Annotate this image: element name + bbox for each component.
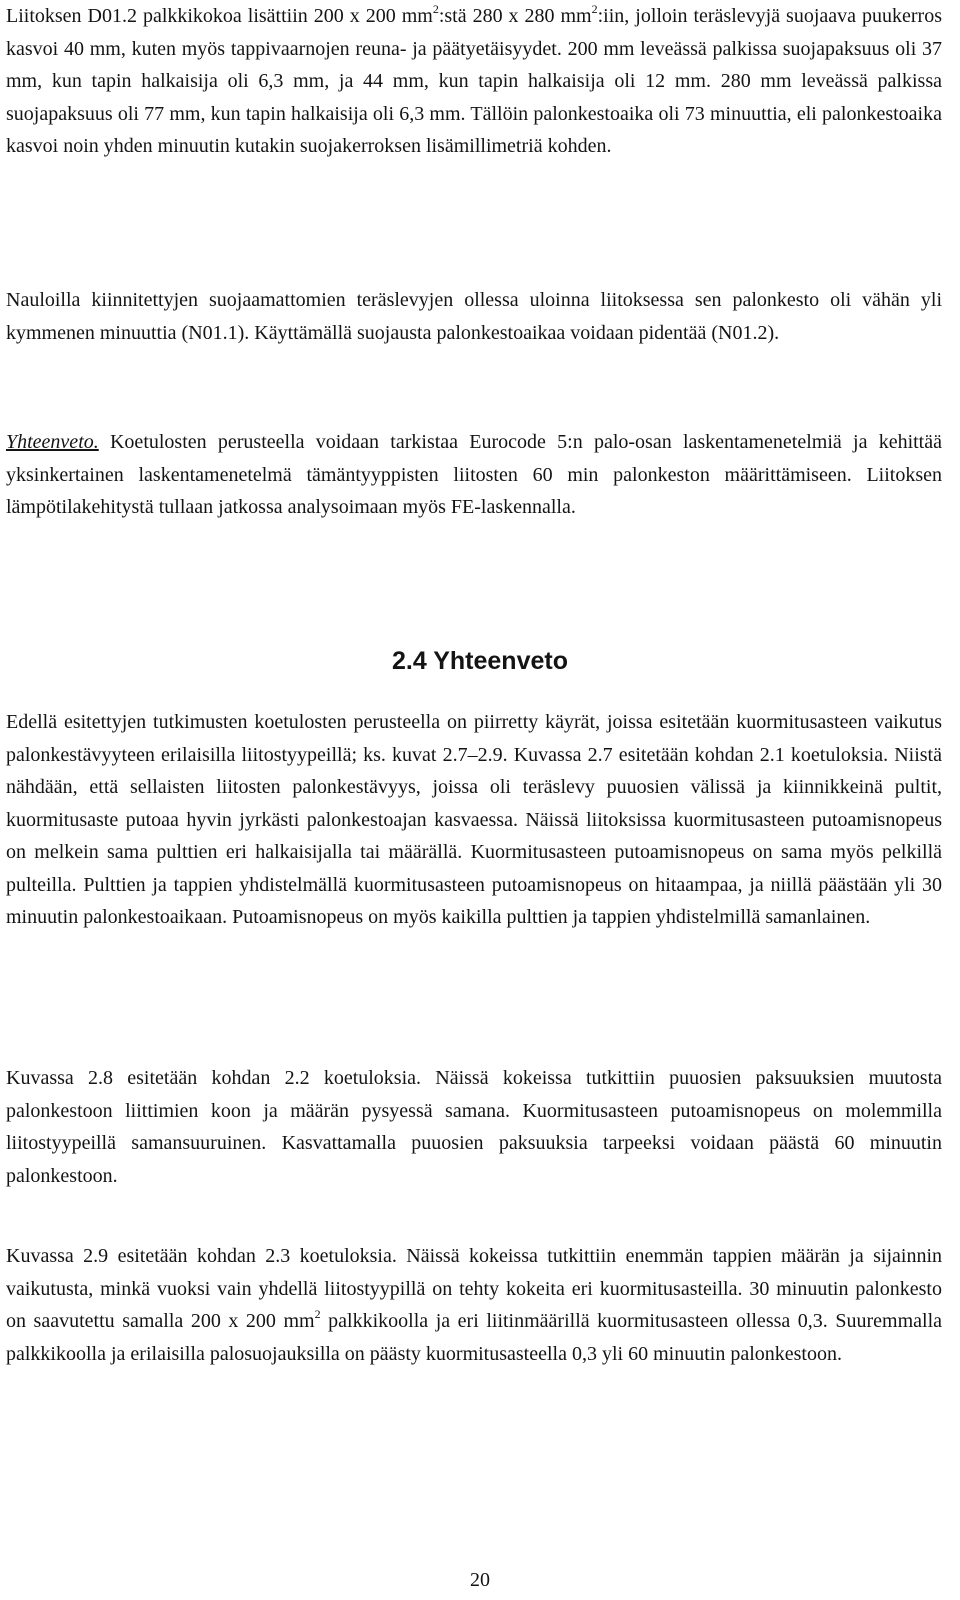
paragraph-summary-note xyxy=(6,426,942,524)
paragraph-figure-2-8: Kuvassa 2.8 esitetään kohdan 2.2 koetuloksia. Näissä kokeissa tutkittiin puuosien paksuuksien muutosta palonkestoon liittimien koon ja määrän pysyessä samana. Kuormitusasteen putoamisnopeus on molemmilla liitostyypeillä samansuuruinen. Kasvattamalla puuosien paksuuksia tarpeeksi voidaan päästä 60 minuutin palonkestoon. xyxy=(6,1067,942,1187)
superscript: 2 xyxy=(591,2,598,16)
paragraph-text: Koetulosten perusteella voidaan tarkistaa Eurocode 5:n palo-osan laskentamenetelmiä ja kehittää yksinkertainen laskentamenetelmä tämäntyyppisten liitosten 60 min palonkeston määrittämiseen. Liitoksen lämpötilakehitystä tullaan jatkossa analysoimaan myös FE-laskennalla. xyxy=(6,431,942,518)
superscript: 2 xyxy=(432,2,439,16)
superscript: 2 xyxy=(314,1307,321,1321)
paragraph-nailed-plates: Nauloilla kiinnitettyjen suojaamattomien teräslevyjen ollessa uloinna liitoksessa sen palonkesto oli vähän yli kymmenen minuuttia (N01.1). Käyttämällä suojausta palonkestoaikaa voidaan pidentää (N01.2). xyxy=(6,289,942,344)
paragraph-figure-2-9 xyxy=(6,1240,942,1370)
paragraph-figure-2-7: Edellä esitettyjen tutkimusten koetulosten perusteella on piirretty käyrät, joissa esitetään kuormitusasteen vaikutus palonkestävyyteen erilaisilla liitostyypeillä; ks. kuvat 2.7–2.9. Kuvassa 2.7 esitetään kohdan 2.1 koetuloksia. Niistä nähdään, että sellaisten liitosten palonkestävyys, joissa oli teräslevy puuosien välissä ja kiinnikkeinä pultit, kuormitusaste putoaa hyvin jyrkästi palonkestoajan kasvaessa. Näissä liitoksissa kuormitusasteen putoamisnopeus on melkein sama pulttien eri halkaisijalla tai määrällä. Kuormitusasteen putoamisnopeus on sama myös pelkillä pulteilla. Pulttien ja tappien yhdistelmällä kuormitusasteen putoamisnopeus on hitaampaa, ja niillä päästään yli 30 minuutin palonkestoaikaan. Putoamisnopeus on myös kaikilla pulttien ja tappien yhdistelmillä samanlainen. xyxy=(6,711,942,928)
paragraph-text: Liitoksen D01.2 palkkikokoa lisättiin 200 x 200 mm xyxy=(6,5,433,27)
inline-summary-label: Yhteenveto. xyxy=(6,431,99,453)
page-number: 20 xyxy=(470,1569,490,1591)
paragraph-connection-d01-2 xyxy=(6,0,942,163)
paragraph-text: Kuvassa 2.9 esitetään kohdan 2.3 koetuloksia. Näissä kokeissa tutkittiin enemmän tappien määrän ja sijainnin vaikutusta, minkä vuoksi vain yhdellä liitostyypillä on tehty kokeita eri kuormitusasteilla. 30 minuutin palonkesto on saavutettu samalla 200 x 200 mm xyxy=(6,1245,942,1332)
paragraph-text: :stä 280 x 280 mm xyxy=(438,5,592,27)
section-heading: 2.4 Yhteenveto xyxy=(391,647,568,675)
paragraph-text: :iin, jolloin teräslevyjä suojaava puukerros kasvoi 40 mm, kuten myös tappivaarnojen reuna- ja päätyetäisyydet. 200 mm leveässä palkissa suojapaksuus oli 37 mm, kun tapin halkaisija oli 6,3 mm, ja 44 mm, kun tapin halkaisija oli 12 mm. 280 mm leveässä palkissa suojapaksuus oli 77 mm, kun tapin halkaisija oli 6,3 mm. Tällöin palonkestoaika oli 73 minuuttia, eli palonkestoaika kasvoi noin yhden minuutin kutakin suojakerroksen lisämillimetriä kohden. xyxy=(6,5,942,157)
paragraph-text: palkkikoolla ja eri liitinmäärillä kuormitusasteen ollessa 0,3. Suuremmalla palkkikoolla ja erilaisilla palosuojauksilla on päästy kuormitusasteella 0,3 yli 60 minuutin palonkestoon. xyxy=(6,1310,943,1365)
